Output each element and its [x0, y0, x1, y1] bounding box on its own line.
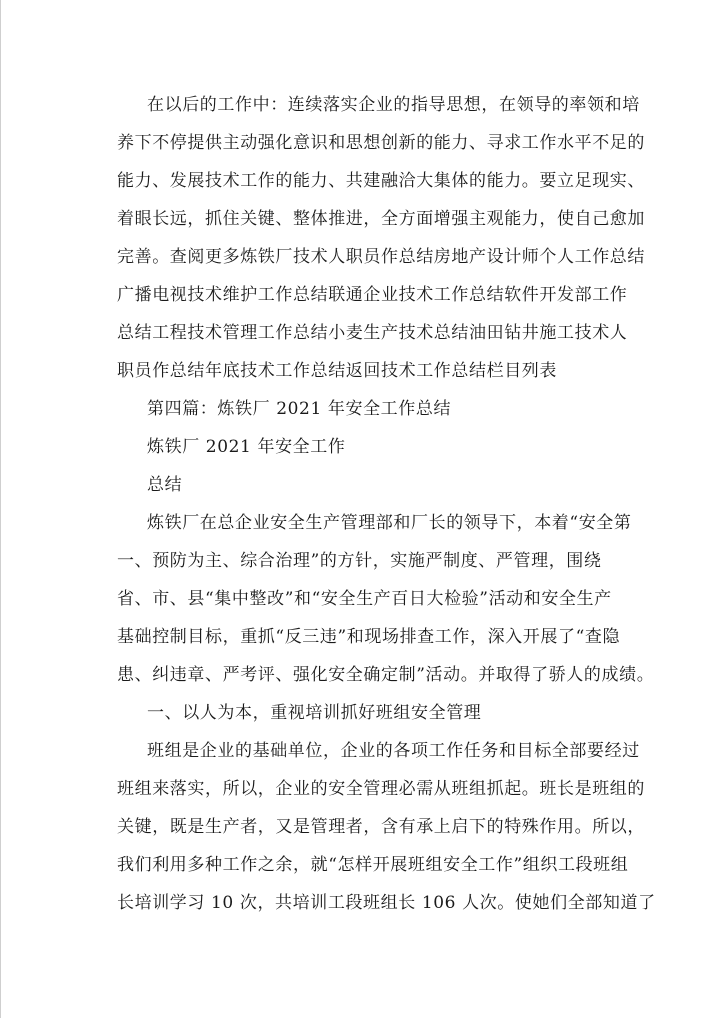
paragraph-line: 基础控制目标，重抓“反三违”和现场排查工作，深入开展了“查隐	[117, 627, 621, 647]
paragraph-line: 养下不停提供主动强化意识和思想创新的能力、寻求工作水平不足的	[117, 133, 645, 153]
paragraph-line: 我们利用多种工作之余，就“怎样开展班组安全工作”组织工段班组	[117, 855, 629, 875]
paragraph-line: 班组是企业的基础单位，企业的各项工作任务和目标全部要经过	[147, 741, 640, 761]
paragraph-line: 关键，既是生产者，又是管理者，含有承上启下的特殊作用。所以，	[117, 817, 645, 837]
paragraph-line: 在以后的工作中：连续落实企业的指导思想，在领导的率领和培	[147, 95, 640, 115]
paragraph-line: 职员作总结年底技术工作总结返回技术工作总结栏目列表	[117, 361, 557, 381]
paragraph-line: 患、纠违章、严考评、强化安全确定制”活动。并取得了骄人的成绩。	[117, 665, 655, 685]
paragraph-line: 完善。查阅更多炼铁厂技术人职员作总结房地产设计师个人工作总结	[117, 247, 645, 267]
paragraph-line: 广播电视技术维护工作总结联通企业技术工作总结软件开发部工作	[117, 285, 628, 305]
document-title: 炼铁厂 2021 年安全工作	[147, 437, 346, 457]
document-title-continued: 总结	[147, 475, 183, 495]
paragraph-line: 总结工程技术管理工作总结小麦生产技术总结油田钻井施工技术人	[117, 323, 628, 343]
paragraph-line: 一、预防为主、综合治理”的方针，实施严制度、严管理，围绕	[117, 551, 602, 571]
paragraph-line: 省、市、县“集中整改”和“安全生产百日大检验”活动和安全生产	[117, 589, 612, 609]
paragraph-line: 能力、发展技术工作的能力、共建融洽大集体的能力。要立足现实、	[117, 171, 645, 191]
paragraph-line: 炼铁厂在总企业安全生产管理部和厂长的领导下，本着“安全第	[147, 513, 632, 533]
paragraph-line: 班组来落实，所以，企业的安全管理必需从班组抓起。班长是班组的	[117, 779, 645, 799]
subsection-heading: 一、以人为本，重视培训抓好班组安全管理	[147, 703, 482, 723]
paragraph-line: 着眼长远，抓住关键、整体推进，全方面增强主观能力，使自己愈加	[117, 209, 645, 229]
paragraph-line: 长培训学习 10 次，共培训工段班组长 106 人次。使她们全部知道了	[117, 893, 656, 913]
section-heading: 第四篇：炼铁厂 2021 年安全工作总结	[147, 399, 452, 419]
